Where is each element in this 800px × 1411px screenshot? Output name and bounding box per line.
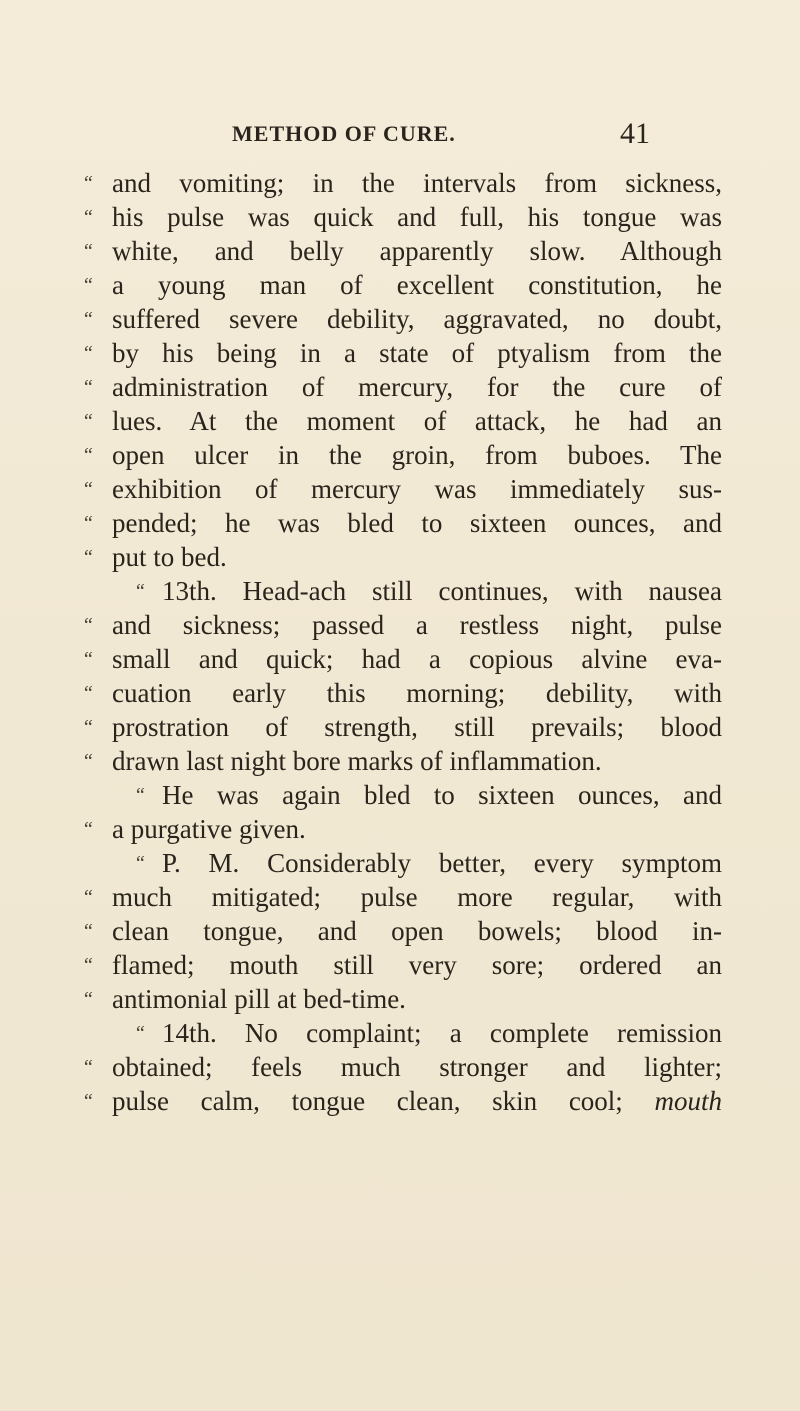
text-line [82,642,722,676]
text-line [82,540,722,574]
quote-mark: “ [134,580,146,602]
text-line-content: by his being in a state of ptyalism from the [112,338,722,368]
quote-mark: “ [82,444,94,466]
text-line [82,744,722,778]
quote-mark: “ [82,172,94,194]
page-number: 41 [620,117,650,150]
text-line-paragraph-start [82,778,722,812]
page-header [0,114,800,154]
quote-mark: “ [82,546,94,568]
quote-mark: “ [82,512,94,534]
text-line-content: pended; he was bled to sixteen ounces, and [112,508,722,538]
text-line-content: and sickness; passed a restless night, pulse [112,610,722,640]
text-line-content: prostration of strength, still prevails; blood [112,712,722,742]
text-line-content: obtained; feels much stronger and lighter; [112,1052,722,1082]
quote-mark: “ [82,988,94,1010]
text-line-content: He was again bled to sixteen ounces, and [162,780,722,810]
text-line [82,472,722,506]
quote-mark: “ [82,342,94,364]
text-line-content: flamed; mouth still very sore; ordered an [112,950,722,980]
text-line [82,880,722,914]
text-line-content: put to bed. [112,542,227,572]
quote-mark: “ [82,410,94,432]
text-line [82,982,722,1016]
text-line-paragraph-start [82,846,722,880]
quote-mark: “ [82,818,94,840]
quote-mark: “ [82,920,94,942]
text-line [82,914,722,948]
text-line-content: a young man of excellent constitution, he [112,270,722,300]
text-line-content: administration of mercury, for the cure of [112,372,722,402]
text-line-content: white, and belly apparently slow. Although [112,236,722,266]
text-line [82,336,722,370]
quote-mark: “ [82,308,94,330]
text-line-content: antimonial pill at bed-time. [112,984,406,1014]
quote-mark: “ [82,648,94,670]
quote-mark: “ [82,240,94,262]
text-line [82,1084,722,1118]
quote-mark: “ [82,376,94,398]
text-line-content: suffered severe debility, aggravated, no doubt, [112,304,722,334]
quote-mark: “ [82,206,94,228]
text-line-content: cuation early this morning; debility, with [112,678,722,708]
quote-mark: “ [82,478,94,500]
quote-mark: “ [82,1090,94,1112]
quote-mark: “ [82,614,94,636]
text-line-content: 14th. No complaint; a complete remission [162,1018,722,1048]
text-line [82,608,722,642]
quote-mark: “ [82,682,94,704]
running-title: METHOD OF CURE. [232,121,456,146]
quote-mark: “ [82,954,94,976]
text-line [82,1050,722,1084]
italic-catchword: mouth [654,1086,722,1116]
text-line-content: open ulcer in the groin, from buboes. The [112,440,722,470]
quote-mark: “ [82,750,94,772]
text-line-content: clean tongue, and open bowels; blood in- [112,916,722,946]
text-line [82,404,722,438]
text-line-paragraph-start [82,1016,722,1050]
text-line-content: lues. At the moment of attack, he had an [112,406,722,436]
quote-mark: “ [82,886,94,908]
text-line-content: a purgative given. [112,814,306,844]
quote-mark: “ [134,784,146,806]
quote-mark: “ [82,274,94,296]
text-line-content: his pulse was quick and full, his tongue was [112,202,722,232]
body-text [82,166,722,1118]
text-line [82,302,722,336]
text-line [82,200,722,234]
text-line [82,506,722,540]
quote-mark: “ [82,716,94,738]
text-line [82,812,722,846]
text-line [82,370,722,404]
text-line-content: pulse calm, tongue clean, skin cool; mouth [112,1086,722,1116]
text-line-paragraph-start [82,574,722,608]
text-line-content: P. M. Considerably better, every symptom [162,848,722,878]
text-line [82,268,722,302]
text-line-content: exhibition of mercury was immediately sus- [112,474,722,504]
text-line [82,676,722,710]
quote-mark: “ [82,1056,94,1078]
text-line [82,710,722,744]
text-line [82,438,722,472]
text-line [82,166,722,200]
text-line [82,234,722,268]
text-line-content: 13th. Head-ach still continues, with nausea [162,576,722,606]
text-line-content: small and quick; had a copious alvine eva- [112,644,722,674]
text-line-content: much mitigated; pulse more regular, with [112,882,722,912]
quote-mark: “ [134,852,146,874]
text-line-content: and vomiting; in the intervals from sickness, [112,168,722,198]
quote-mark: “ [134,1022,146,1044]
text-line-content: drawn last night bore marks of inflammation. [112,746,602,776]
text-line [82,948,722,982]
